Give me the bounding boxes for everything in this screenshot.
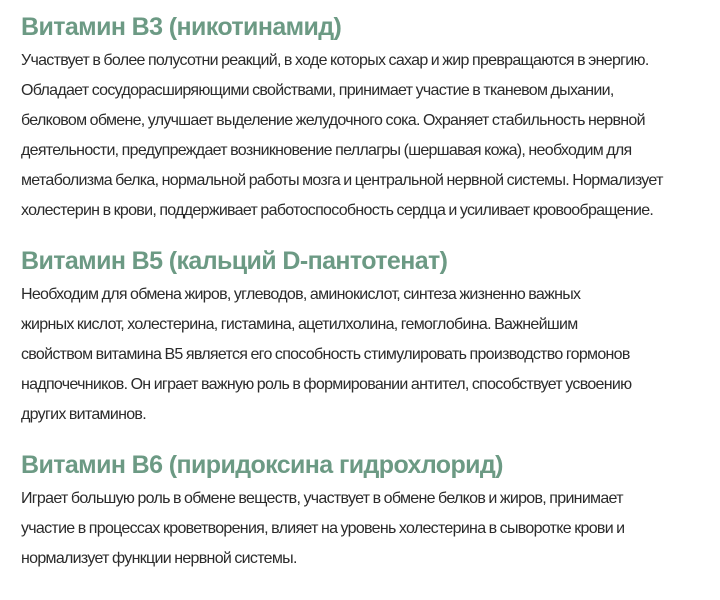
section-heading-b6: Витамин В6 (пиридоксина гидрохлорид) [21, 451, 503, 479]
section-vitamin-b6 [21, 448, 708, 574]
text-line: Играет большую роль в обмене веществ, участвует в обмене белков и жиров, принимает [21, 490, 623, 507]
section-heading-b3: Витамин В3 (никотинамид) [21, 13, 342, 41]
section-body-b3 [21, 46, 708, 226]
section-heading-b5: Витамин В5 (кальций D-пантотенат) [21, 247, 448, 275]
text-line: жирных кислот, холестерина, гистамина, ацетилхолина, гемоглобина. Важнейшим [21, 316, 578, 333]
section-vitamin-b3 [21, 10, 708, 226]
text-line: нормализует функции нервной системы. [21, 550, 297, 567]
text-line: холестерин в крови, поддерживает работоспособность сердца и усиливает кровообращение. [21, 202, 654, 219]
text-line: белковом обмене, улучшает выделение желудочного сока. Охраняет стабильность нервной [21, 112, 645, 129]
text-line: свойством витамина В5 является его способность стимулировать производство гормонов [21, 346, 630, 363]
text-line: участие в процессах кроветворения, влияет на уровень холестерина в сыворотке крови и [21, 520, 625, 537]
section-body-b5 [21, 280, 708, 430]
text-line: Необходим для обмена жиров, углеводов, аминокислот, синтеза жизненно важных [21, 286, 581, 303]
text-line: метаболизма белка, нормальной работы мозга и центральной нервной системы. Нормализует [21, 172, 663, 189]
text-line: деятельности, предупреждает возникновение пеллагры (шершавая кожа), необходим для [21, 142, 632, 159]
text-line: надпочечников. Он играет важную роль в формировании антител, способствует усвоению [21, 376, 632, 393]
section-vitamin-b5 [21, 244, 708, 430]
section-body-b6 [21, 484, 708, 574]
text-line: Участвует в более полусотни реакций, в ходе которых сахар и жир превращаются в энергию. [21, 52, 649, 69]
text-line: Обладает сосудорасширяющими свойствами, принимает участие в тканевом дыхании, [21, 82, 614, 99]
text-line: других витаминов. [21, 406, 146, 423]
